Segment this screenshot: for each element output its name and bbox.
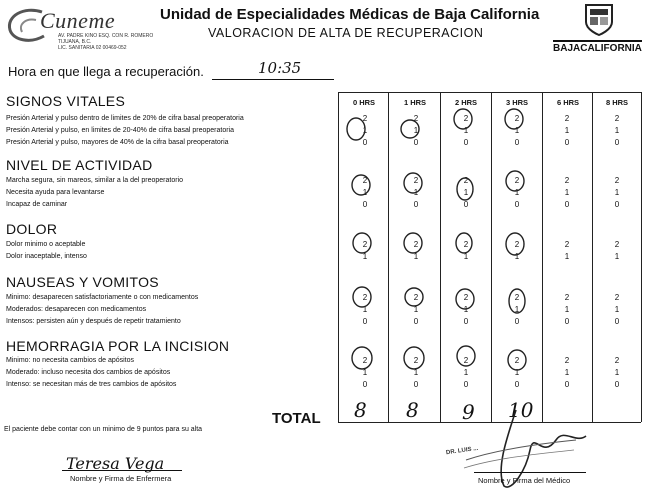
- score-cell: 2: [463, 114, 469, 123]
- score-cell: 1: [463, 368, 469, 377]
- score-cell: 0: [463, 317, 469, 326]
- circle-mark: [456, 233, 472, 253]
- circle-mark: [353, 233, 371, 253]
- score-cell: 0: [614, 380, 620, 389]
- score-cell: 1: [413, 368, 419, 377]
- criterion-label: Moderados: desaparecen con medicamentos: [6, 306, 147, 313]
- logo-wordmark: Cuneme: [40, 8, 116, 33]
- score-cell: 0: [362, 380, 368, 389]
- score-cell: 0: [463, 138, 469, 147]
- circle-mark: [456, 289, 474, 309]
- criterion-label: Presión Arterial y pulso, mayores de 40% de la cifra basal preoperatoria: [6, 139, 229, 146]
- score-cell: 1: [413, 188, 419, 197]
- score-cell: 2: [514, 114, 520, 123]
- score-cell: 1: [564, 368, 570, 377]
- nurse-signature: Teresa Vega: [66, 454, 165, 473]
- score-cell: 1: [564, 252, 570, 261]
- criterion-label: Necesita ayuda para levantarse: [6, 189, 105, 196]
- score-cell: 1: [463, 126, 469, 135]
- section-title-nauseas-vomitos: NAUSEAS Y VOMITOS: [6, 274, 159, 290]
- score-cell: 2: [463, 356, 469, 365]
- score-cell: 0: [413, 200, 419, 209]
- circle-mark: [505, 109, 523, 129]
- score-cell: 0: [514, 317, 520, 326]
- score-cell: 1: [614, 126, 620, 135]
- circle-mark: [405, 288, 423, 306]
- column-header-8h: 8 HRS: [605, 98, 629, 107]
- score-cell: 2: [564, 356, 570, 365]
- score-cell: 0: [614, 200, 620, 209]
- circle-mark: [404, 173, 422, 193]
- score-cell: 0: [463, 380, 469, 389]
- logo-address: AV. PADRE KINO ESQ. CON R. ROMERO: [58, 33, 154, 39]
- criterion-label: Dolor inaceptable, intenso: [6, 253, 87, 260]
- score-cell: 1: [463, 305, 469, 314]
- score-cell: 0: [514, 138, 520, 147]
- score-cell: 1: [362, 305, 368, 314]
- score-cell: 2: [514, 293, 520, 302]
- score-cell: 1: [564, 126, 570, 135]
- total-value-3h: 10: [508, 398, 534, 422]
- score-cell: 2: [413, 293, 419, 302]
- minimum-score-note: El paciente debe contar con un minimo de 9 puntos para su alta: [4, 426, 203, 433]
- circle-mark: [404, 347, 424, 369]
- score-cell: 0: [564, 200, 570, 209]
- circle-mark: [506, 233, 524, 255]
- criterion-label: Marcha segura, sin mareos, similar a la del preoperatorio: [6, 177, 184, 184]
- score-cell: 2: [514, 240, 520, 249]
- score-cell: 2: [564, 240, 570, 249]
- score-cell: 0: [463, 200, 469, 209]
- score-cell: 2: [614, 240, 620, 249]
- score-cell: 1: [514, 252, 520, 261]
- score-cell: 1: [413, 252, 419, 261]
- score-cell: 2: [614, 293, 620, 302]
- criterion-label: Dolor minimo o aceptable: [6, 241, 86, 248]
- nurse-signature-line: [62, 470, 182, 471]
- score-cell: 2: [362, 114, 368, 123]
- section-title-dolor: DOLOR: [6, 221, 58, 237]
- document-subtitle: VALORACION DE ALTA DE RECUPERACION: [208, 26, 484, 40]
- score-cell: 0: [413, 138, 419, 147]
- score-cell: 2: [413, 356, 419, 365]
- circle-mark: [509, 289, 525, 313]
- score-cell: 2: [362, 293, 368, 302]
- score-cell: 1: [514, 126, 520, 135]
- score-cell: 2: [362, 356, 368, 365]
- criterion-label: Intenso: se necesitan más de tres cambios de apósitos: [6, 381, 177, 388]
- circle-mark: [347, 118, 365, 140]
- score-cell: 2: [564, 176, 570, 185]
- circle-mark: [353, 287, 371, 307]
- score-cell: 2: [614, 176, 620, 185]
- circle-mark: [506, 171, 524, 191]
- score-cell: 2: [413, 240, 419, 249]
- score-cell: 2: [614, 356, 620, 365]
- score-cell: 2: [413, 114, 419, 123]
- column-header-0h: 0 HRS: [352, 98, 376, 107]
- score-cell: 0: [564, 317, 570, 326]
- circle-mark: [454, 109, 472, 129]
- score-cell: 0: [614, 317, 620, 326]
- score-cell: 1: [514, 368, 520, 377]
- criterion-label: Presión Arterial y pulso dentro de limites de 20% de cifra basal preoperatoria: [6, 115, 244, 122]
- criterion-label: Minimo: no necesita cambios de apósitos: [6, 357, 135, 364]
- criterion-label: Moderado: incluso necesita dos cambios de apósitos: [6, 369, 171, 376]
- score-cell: 1: [362, 252, 368, 261]
- doctor-signature-line: [474, 472, 586, 473]
- score-cell: 2: [564, 114, 570, 123]
- score-cell: 2: [362, 176, 368, 185]
- circle-mark: [352, 175, 370, 195]
- total-value-0h: 8: [354, 398, 367, 422]
- circle-mark: [352, 347, 372, 369]
- total-value-1h: 8: [406, 398, 419, 422]
- score-cell: 0: [514, 200, 520, 209]
- score-cell: 2: [514, 356, 520, 365]
- score-cell: 1: [413, 126, 419, 135]
- score-cell: 0: [564, 138, 570, 147]
- doctor-signature-label: Nombre y Firma del Médico: [478, 476, 571, 485]
- score-cell: 1: [514, 305, 520, 314]
- score-cell: 2: [362, 240, 368, 249]
- score-cell: 2: [463, 240, 469, 249]
- nurse-signature-label: Nombre y Firma de Enfermera: [70, 474, 172, 483]
- score-cell: 0: [362, 317, 368, 326]
- score-cell: 0: [614, 138, 620, 147]
- score-cell: 0: [413, 317, 419, 326]
- score-cell: 2: [614, 114, 620, 123]
- score-cell: 1: [614, 368, 620, 377]
- score-cell: 1: [413, 305, 419, 314]
- score-cell: 1: [614, 305, 620, 314]
- column-header-6h: 6 HRS: [556, 98, 580, 107]
- criterion-label: Incapaz de caminar: [6, 201, 68, 208]
- score-cell: 1: [362, 188, 368, 197]
- score-cell: 2: [413, 176, 419, 185]
- criterion-label: Minimo: desaparecen satisfactoriamente o con medicamentos: [6, 294, 199, 301]
- score-cell: 1: [463, 252, 469, 261]
- score-cell: 1: [463, 188, 469, 197]
- circle-mark: [404, 233, 422, 253]
- score-cell: 0: [564, 380, 570, 389]
- score-cell: 2: [564, 293, 570, 302]
- logo-city: TIJUANA, B.C.: [58, 39, 92, 45]
- circle-mark: [401, 120, 419, 138]
- score-cell: 1: [362, 126, 368, 135]
- criterion-label: Intensos: persisten aún y después de repetir tratamiento: [6, 318, 181, 325]
- score-cell: 2: [514, 176, 520, 185]
- total-label: TOTAL: [272, 410, 321, 427]
- section-title-signos-vitales: SIGNOS VITALES: [6, 93, 126, 109]
- column-header-3h: 3 HRS: [505, 98, 529, 107]
- logo-license: LIC. SANITARIA 02 00469-052: [58, 45, 127, 51]
- total-value-2h: 9: [462, 400, 475, 424]
- arrival-time-label: Hora en que llega a recuperación.: [8, 64, 204, 79]
- score-cell: 2: [463, 293, 469, 302]
- score-cell: 1: [614, 252, 620, 261]
- column-header-1h: 1 HRS: [403, 98, 427, 107]
- score-cell: 1: [362, 368, 368, 377]
- score-cell: 1: [564, 305, 570, 314]
- score-cell: 0: [362, 200, 368, 209]
- arrival-time-value: 10:35: [258, 59, 302, 77]
- document-title: Unidad de Especialidades Médicas de Baja California: [160, 6, 540, 23]
- criterion-label: Presión Arterial y pulso, en limites de 20-40% de cifra basal preoperatoria: [6, 127, 235, 134]
- score-cell: 2: [463, 176, 469, 185]
- circle-mark: [457, 178, 473, 200]
- score-cell: 1: [514, 188, 520, 197]
- score-cell: 1: [564, 188, 570, 197]
- doctor-stamp-text: DR. LUIS ...: [445, 445, 479, 457]
- circle-mark: [508, 350, 526, 370]
- column-header-2h: 2 HRS: [454, 98, 478, 107]
- score-cell: 0: [514, 380, 520, 389]
- score-cell: 1: [614, 188, 620, 197]
- state-logo-text: BAJACALIFORNIA: [553, 40, 642, 54]
- score-cell: 0: [413, 380, 419, 389]
- circle-mark: [457, 346, 475, 366]
- section-title-nivel-actividad: NIVEL DE ACTIVIDAD: [6, 157, 153, 173]
- section-title-hemorragia: HEMORRAGIA POR LA INCISION: [6, 338, 230, 354]
- score-cell: 0: [362, 138, 368, 147]
